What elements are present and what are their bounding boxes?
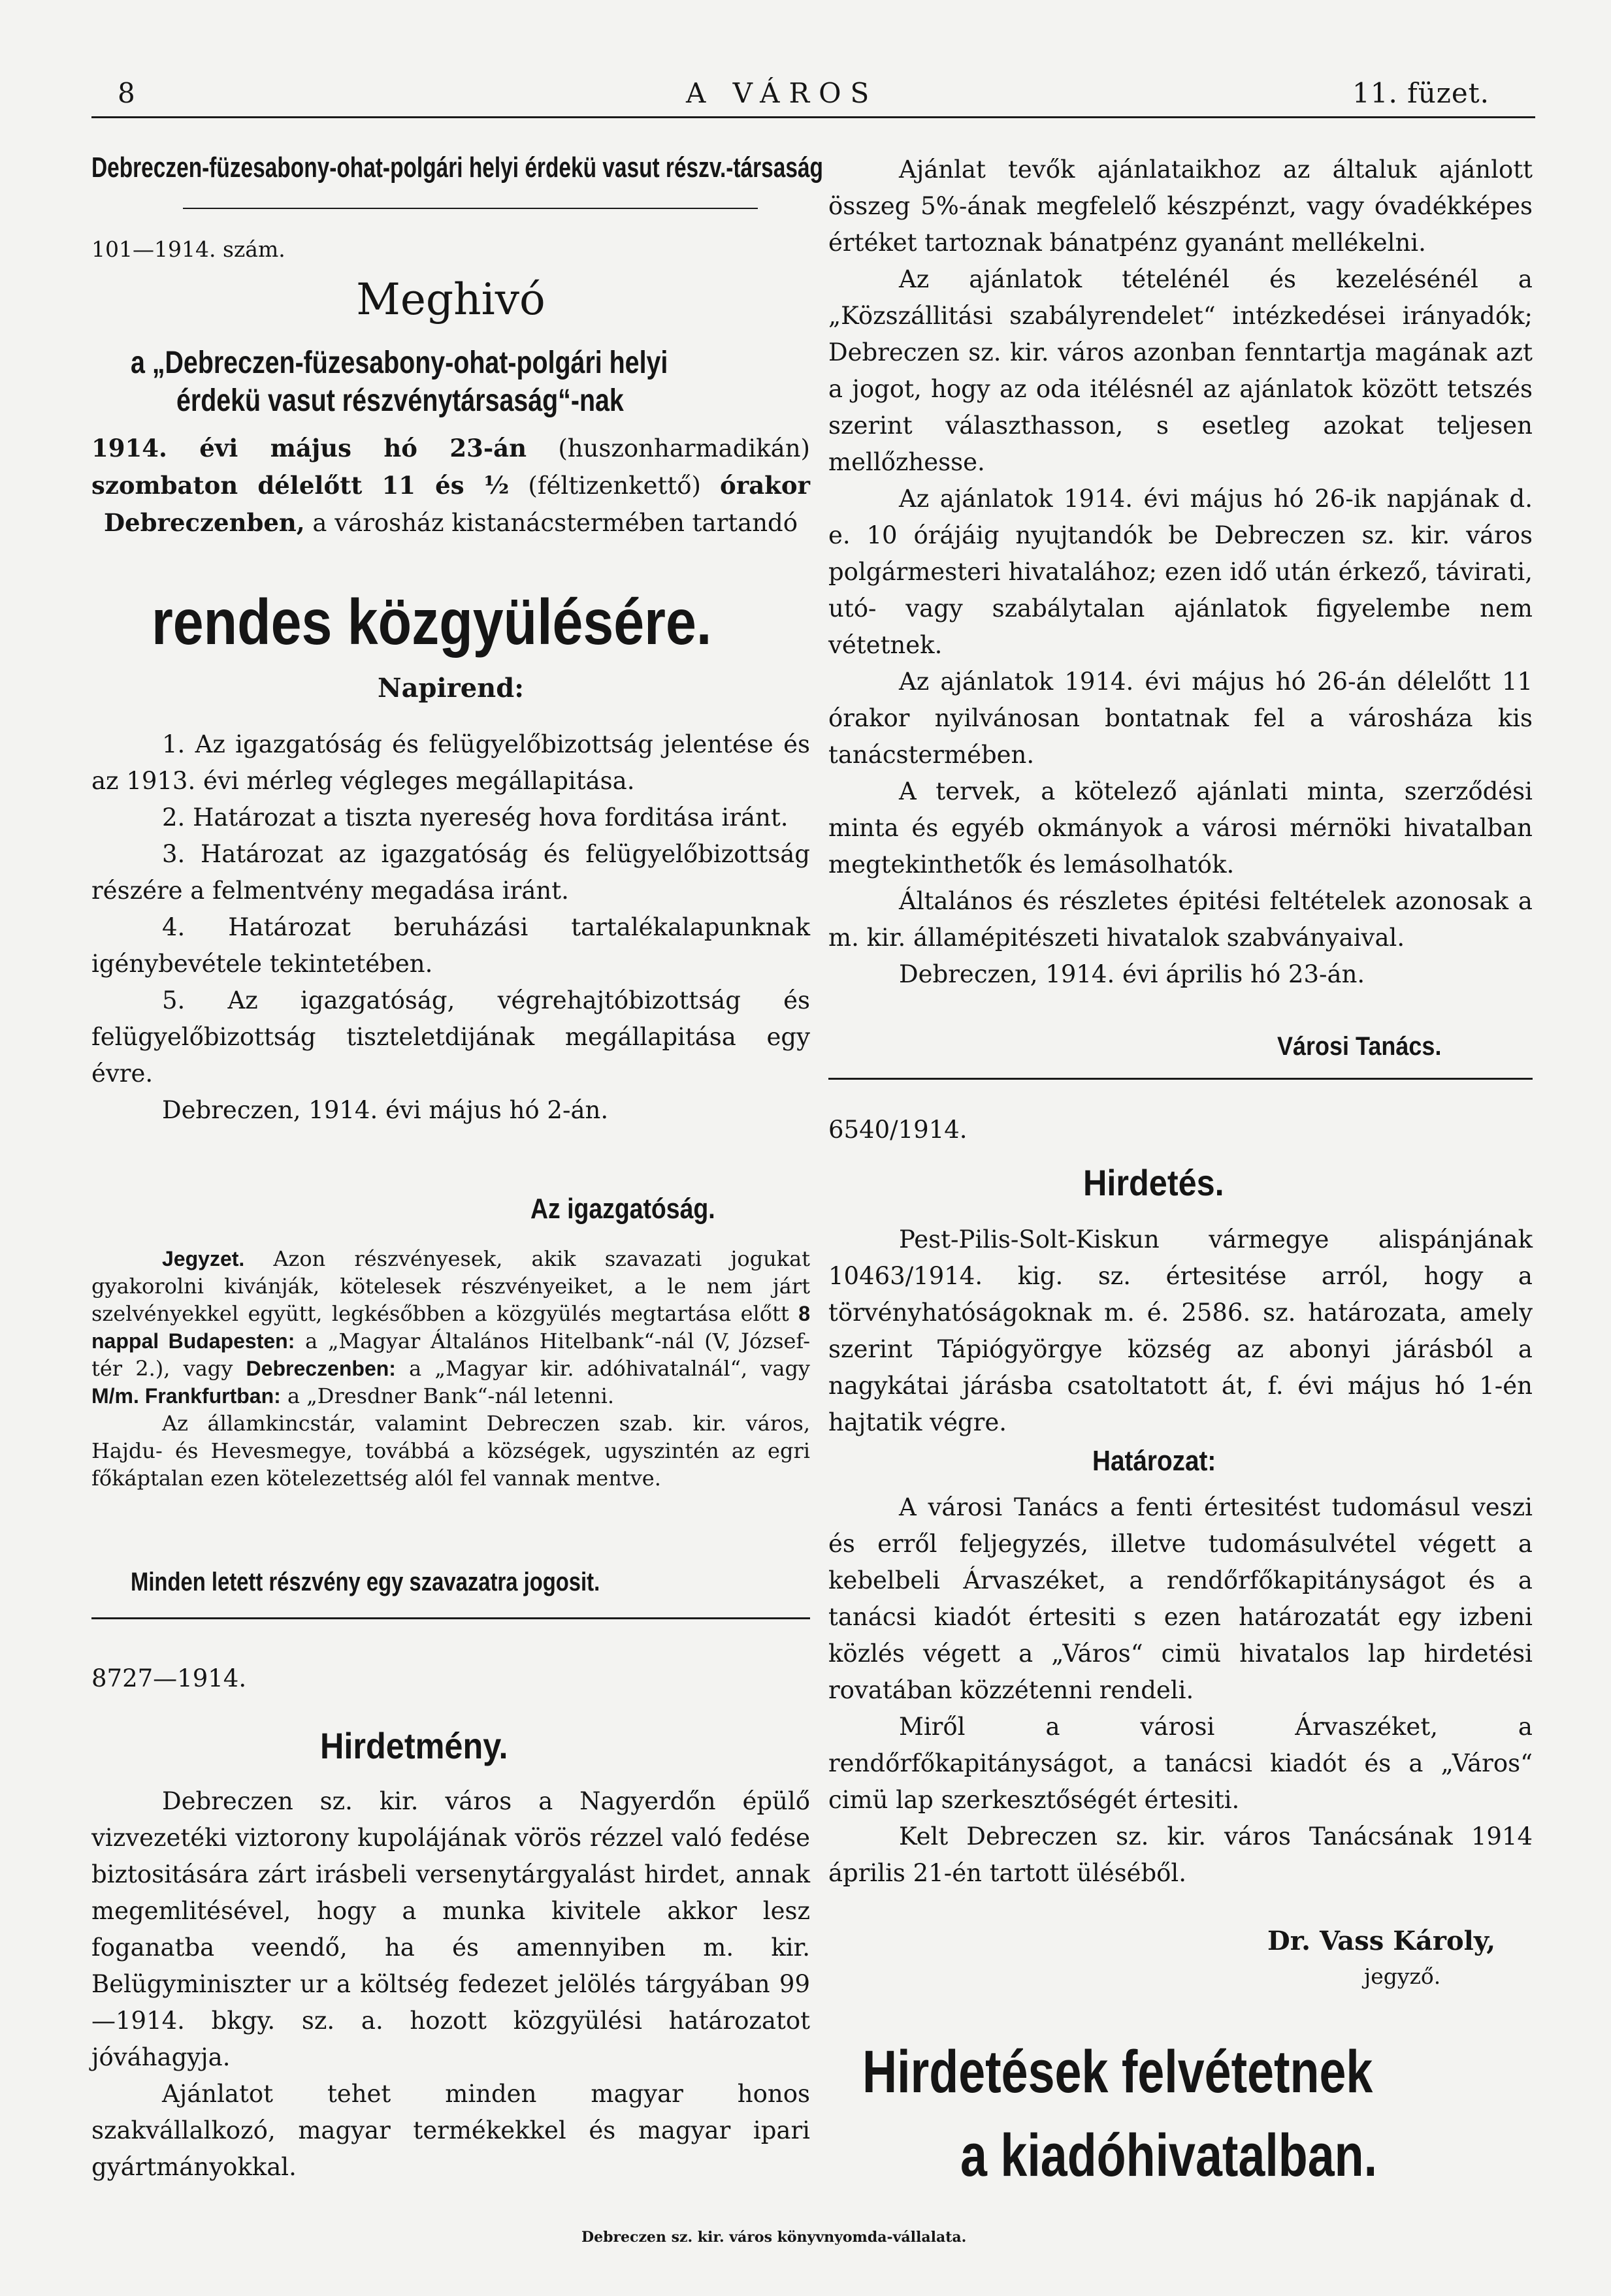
notice-body-2-paragraph-2: Ajánlatot tehet minden magyar honos szakvállalkozó, magyar termékekkel és magyar ipari gyártmányokkal. <box>91 2080 810 2181</box>
ref-number: 101—1914. szám. <box>91 236 285 262</box>
note-final: Minden letett részvény egy szavazatra jogosit. <box>131 1568 600 1596</box>
signer-name: Dr. Vass Károly, <box>1267 1926 1496 1956</box>
issue-number: 11. füzet. <box>1352 77 1489 109</box>
notice-title-3: Hirdetés. <box>1083 1162 1224 1203</box>
right-paragraph-5: A tervek, a kötelező ajánlati minta, szerződési minta és egyéb okmányok a városi mérnöki hivatalban megtekinthetők és lemásolhatók. <box>828 777 1533 879</box>
agenda-item: 4. Határozat beruházási tartalékalapunknak igénybevétele tekintetében. <box>91 913 810 978</box>
right-dateline: Debreczen, 1914. évi április hó 23-án. <box>899 960 1365 988</box>
notice-subtitle-1: a „Debreczen-füzesabony-ohat-polgári helyi <box>131 346 668 380</box>
company-header-rule <box>183 208 758 209</box>
note-bold-3: M/m. Frankfurtban: <box>91 1384 281 1408</box>
agenda-item: 2. Határozat a tiszta nyereség hova forditása iránt. <box>162 803 789 832</box>
company-header: Debreczen-füzesabony-ohat-polgári helyi érdekü vasut részv.-társaság <box>91 152 823 184</box>
dateline: Debreczen, 1914. évi május hó 2-án. <box>162 1096 609 1124</box>
agenda-list <box>91 726 810 1129</box>
decision-title: Határozat: <box>1092 1445 1216 1477</box>
notice-subtitle-2: érdekü vasut részvénytársaság“-nak <box>176 383 624 418</box>
printer-imprint: Debreczen sz. kir. város könyvnyomda-vállalata. <box>581 2229 967 2246</box>
page-number: 8 <box>118 77 136 109</box>
journal-title: A VÁROS <box>686 77 879 109</box>
agenda-title: Napirend: <box>378 673 524 703</box>
decision-paragraph-1: A városi Tanács a fenti értesitést tudomásul veszi és erről feljegyzés, illetve tudomásulvétel végett a kebelbeli Árvaszéket, a rendőrfőkapitányságot és a tanácsi kiadót értesiti s ezen határozatát egy izbeni közlés végett a „Város“ cimü hivatalos lap hirdetési rovatában közzétenni rendeli. <box>828 1493 1533 1704</box>
intro-time: szombaton délelőtt 11 és ½ <box>91 471 510 500</box>
right-paragraph-3: Az ajánlatok 1914. évi május hó 26-ik napjának d. e. 10 órájáig nyujtandók be Debreczen sz. kir. város polgármesteri hivatalához; ezen idő után érkező, távirati, utó- vagy szabálytalan ajánlatok figyelembe nem vétetnek. <box>828 485 1533 659</box>
ref-number-2: 8727—1914. <box>91 1664 247 1692</box>
notice-title: Meghivó <box>356 274 545 325</box>
right-paragraph-2: Az ajánlatok tételénél és kezelésénél a „Közszállitási szabályrendelet“ intézkedései irányadók; Debreczen sz. kir. város azonban fenntartja magának azt a jogot, hogy az oda itélésnél az ajánlatok között tetszés szerint választhasson, s esetleg azokat teljesen mellőzhesse. <box>828 265 1533 476</box>
note-label: Jegyzet. <box>162 1247 245 1270</box>
right-column-top <box>828 152 1533 993</box>
agenda-item: 3. Határozat az igazgatóság és felügyelőbizottság részére a felmentvény megadása iránt. <box>91 840 810 905</box>
right-paragraph-4: Az ajánlatok 1914. évi május hó 26-án délelőtt 11 órakor nyilvánosan bontatnak fel a városháza kis tanácstermében. <box>828 668 1533 769</box>
notice-title-2: Hirdetmény. <box>320 1725 508 1766</box>
right-notice-paragraph-1: Pest-Pilis-Solt-Kiskun vármegye alispánjának 10463/1914. kig. sz. értesitése arról, hogy a törvényhatóságoknak m. é. 2586. sz. határozata, amely szerint Tápiógyörgye község az abonyi járásból a nagykátai járásba csatoltatott át, f. évi május hó 1-én hajtatik végre. <box>828 1225 1533 1436</box>
note-paragraph-2: Az államkincstár, valamint Debreczen szab. kir. város, Hajdu- és Hevesmegye, továbbá a községek, ugyszintén az egri főkáptalan ezen kötelezettség alól fel vannak mentve. <box>91 1411 810 1491</box>
note-text-2: a „Magyar Általános Hitelbank“-nál (V, József-tér 2.), vagy <box>91 1329 811 1381</box>
right-notice-body <box>828 1221 1533 1441</box>
right-paragraph-6: Általános és részletes épitési feltételek azonosak a m. kir. államépitészeti hivatalok szabványaival. <box>828 887 1533 952</box>
decision-body <box>828 1489 1533 1892</box>
agenda-item: 1. Az igazgatóság és felügyelőbizottság jelentése és az 1913. évi mérleg végleges megállapitása. <box>91 730 810 795</box>
intro-text-3: a városház kistanácstermében tartandó <box>304 509 798 537</box>
right-signature: Városi Tanács. <box>1277 1032 1442 1061</box>
note-text-3: a „Magyar kir. adóhivatalnál“, vagy <box>395 1356 811 1381</box>
right-paragraph-1: Ajánlat tevők ajánlataikhoz az általuk ajánlott összeg 5%-ának megfelelő készpénzt, vagy óvadékképes értéket tartoznak bánatpénz gyanánt mellékelni. <box>828 155 1533 257</box>
decision-paragraph-3: Kelt Debreczen sz. kir. város Tanácsának 1914 április 21-én tartott üléséből. <box>828 1822 1533 1887</box>
headline: rendes közgyülésére. <box>152 586 712 658</box>
ref-number-3: 6540/1914. <box>828 1116 968 1144</box>
section-rule-right <box>828 1078 1533 1080</box>
advertisement-line-1: Hirdetések felvétetnek <box>862 2039 1373 2105</box>
note-text-1: Azon részvényesek, akik szavazati jogukat gyakorolni kivánják, kötelesek részvényeiket, a le nem járt szelvényekkel együtt, legkésőbben a közgyülés megtartása előtt <box>91 1246 810 1326</box>
signature: Az igazgatóság. <box>530 1193 715 1225</box>
header-rule <box>91 116 1535 118</box>
intro-paragraph <box>91 430 810 542</box>
notice-body-2-paragraph-1: Debreczen sz. kir. város a Nagyerdőn épülő vizvezetéki viztorony kupolájának vörös rézzel való fedése biztositására zárt irásbeli versenytárgyalást hirdet, annak megemlitésével, hogy a munka kivitele akkor lesz foganatba veendő, ha és amennyiben m. kir. Belügyminiszter ur a költség fedezet jelölés tárgyában 99—1914. bkgy. sz. a. hozott közgyülési határozatot jóváhagyja. <box>91 1787 810 2071</box>
note <box>91 1245 810 1492</box>
intro-text-1: (huszonharmadikán) <box>527 434 810 462</box>
signer-role: jegyző. <box>1364 1964 1441 1989</box>
intro-date: 1914. évi május hó 23-án <box>91 434 527 462</box>
note-bold-1: 8 nappal Budapesten: <box>91 1302 810 1353</box>
decision-paragraph-2: Miről a városi Árvaszéket, a rendőrfőkapitányságot, a tanácsi kiadót és a „Város“ cimü lap szerkesztőségét értesiti. <box>828 1713 1533 1814</box>
notice-body-2 <box>91 1783 810 2186</box>
note-bold-2: Debreczenben: <box>246 1357 396 1380</box>
agenda-item: 5. Az igazgatóság, végrehajtóbizottság és felügyelőbizottság tiszteletdijának megállapitása egy évre. <box>91 986 810 1088</box>
intro-text-2: (féltizenkettő) <box>509 472 721 500</box>
note-text-4: a „Dresdner Bank“-nál letenni. <box>280 1383 615 1408</box>
intro-place: órakor Debreczenben, <box>103 471 810 537</box>
advertisement-line-2: a kiadóhivatalban. <box>960 2122 1378 2189</box>
section-rule-left <box>91 1617 810 1619</box>
